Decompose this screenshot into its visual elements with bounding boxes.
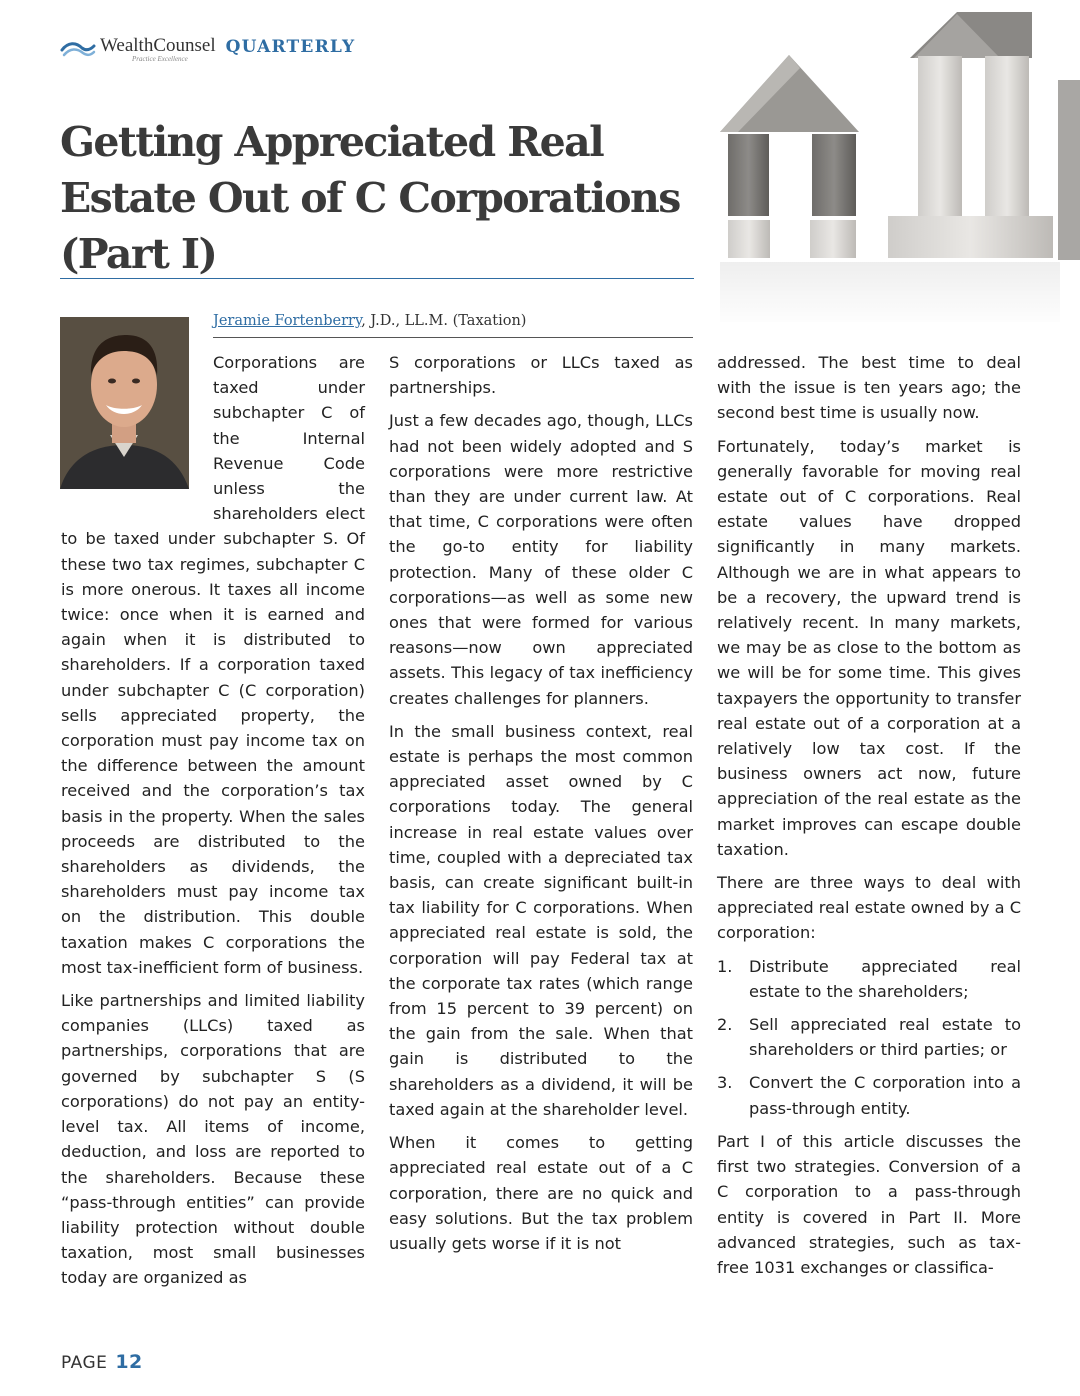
list-item	[717, 954, 1021, 1004]
paragraph: addressed. The best time to deal with the issue is ten years ago; the second best time is usually now.	[717, 353, 1021, 423]
paragraph: In the small business context, real estate is perhaps the most common appreciated asset owned by C corporations today. The general increase in real estate values over time, coupled with a depreciated tax basis, can create significant built-in tax liability for C corporations. When appreciated real estate is sold, the corporation will pay Federal tax at the corporate tax rates (which range from 15 percent to 39 percent) on the gain from the sale. When that gain is distributed to the shareholders as a dividend, it will be taxed again at the shareholder level.	[389, 721, 693, 1119]
brand-tagline: Practice Excellence	[132, 55, 188, 63]
byline	[213, 313, 526, 329]
brand	[100, 36, 216, 63]
column-1	[61, 350, 365, 1299]
title-line: Getting Appreciated Real	[60, 118, 604, 166]
wave-logo-icon	[60, 38, 96, 60]
page-footer	[61, 1351, 143, 1373]
paragraph: Corporations are taxed under subchapter C of the Internal Revenue Code unless the shareholders elect to be taxed under subchapter S. Of these two tax regimes, subchapter C is more onerous. It taxes all income twice: once when it is earned and again when it is distributed to shareholders. If a corporation taxed under subchapter C (C corporation) sells appreciated property, the corporation must pay income tax on the difference between the amount received and the corporation’s tax basis in the property. When the sales proceeds are distributed to the shareholders as dividends, the shareholders must pay income tax on the distribution. This double taxation makes C corporations the most tax-inefficient form of business.	[61, 353, 365, 977]
paragraph: Just a few decades ago, though, LLCs had not been widely adopted and S corporations were more restrictive than they are under current law. At that time, C corporations were often the go-to entity for liability protection. Many of these older C corporations—as well as some new ones that were formed for various reasons—now own appreciated assets. This legacy of tax inefficiency creates challenges for planners.	[389, 411, 693, 708]
masthead	[60, 36, 355, 62]
list-item	[717, 1012, 1021, 1062]
title-divider	[60, 278, 694, 279]
paragraph: There are three ways to deal with appreciated real estate owned by a C corporation:	[717, 873, 1021, 943]
byline-divider	[213, 337, 693, 338]
paragraph: Part I of this article discusses the first two strategies. Conversion of a C corporation to a pass-through entity is covered in Part II. More advanced strategies, such as tax-free 1031 exchanges or classifica-	[717, 1131, 1021, 1277]
brand-name: WealthCounsel	[100, 35, 216, 56]
strategy-list	[717, 954, 1021, 1121]
page-number: 12	[115, 1351, 143, 1373]
page-label: PAGE	[61, 1353, 108, 1373]
author-credentials: , J.D., LL.M. (Taxation)	[361, 313, 527, 329]
title-line: (Part I)	[60, 230, 217, 278]
wooden-blocks-image	[700, 0, 1080, 330]
title-line: Estate Out of C Corporations	[60, 174, 680, 222]
list-number: 2.	[717, 1015, 733, 1035]
publication-name: QUARTERLY	[225, 37, 356, 57]
column-2	[389, 350, 693, 1264]
paragraph: Fortunately, today’s market is generally favorable for moving real estate out of C corporations. Real estate values have dropped significantly in many markets. Although we are in what appears to be a recovery, the upward trend is relatively recent. In many markets, we may be as close to the bottom as we will be for some time. This gives taxpayers the opportunity to transfer real estate out of a corporation at a relatively low tax cost. If the business owners act now, future appreciation of the real estate as the market improves can escape double taxation.	[717, 436, 1021, 859]
photo-wrap-space	[61, 350, 213, 526]
paragraph: Like partnerships and limited liability companies (LLCs) taxed as partnerships, corporations that are governed by subchapter S (S corporations) do not pay an entity-level tax. All items of income, deduction, and loss are reported to the shareholders. Because these “pass-through entities” can provide liability protection without double taxation, most small businesses today are organized as	[61, 991, 365, 1288]
column-3	[717, 350, 1021, 1288]
list-item	[717, 1070, 1021, 1120]
list-text: Sell appreciated real estate to shareholders or third parties; or	[749, 1015, 1021, 1060]
paragraph: S corporations or LLCs taxed as partnerships.	[389, 353, 693, 398]
paragraph: When it comes to getting appreciated real estate out of a C corporation, there are no quick and easy solutions. But the tax problem usually gets worse if it is not	[389, 1133, 693, 1253]
author-name-link[interactable]: Jeramie Fortenberry	[213, 313, 362, 329]
list-number: 1.	[717, 956, 733, 976]
list-text: Distribute appreciated real estate to the shareholders;	[749, 956, 1021, 1001]
list-number: 3.	[717, 1073, 733, 1093]
list-text: Convert the C corporation into a pass-through entity.	[749, 1073, 1021, 1118]
article-title	[60, 114, 700, 282]
